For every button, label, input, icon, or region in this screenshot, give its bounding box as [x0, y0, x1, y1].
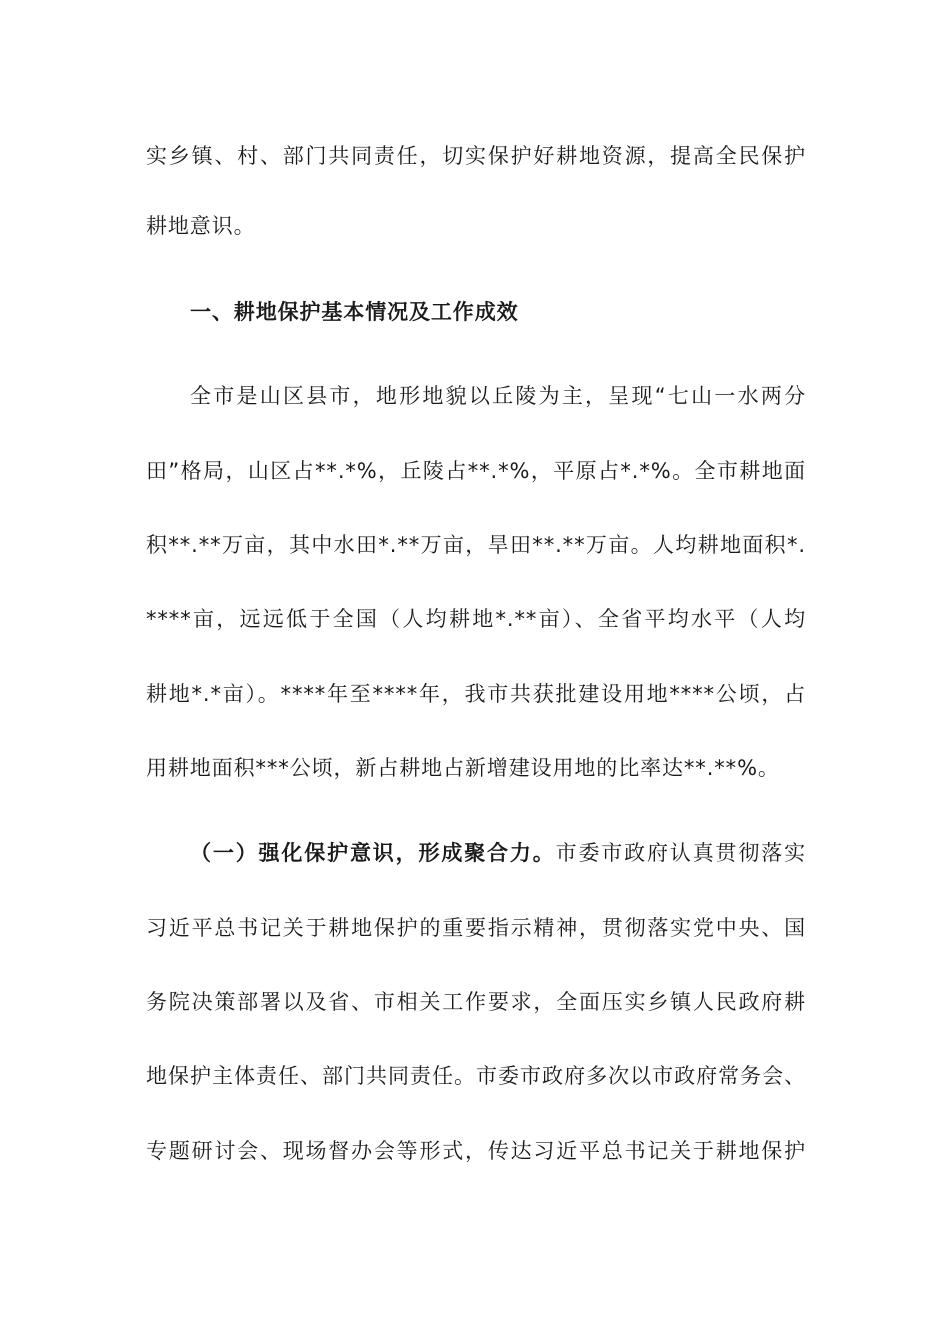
paragraph-line — [190, 833, 806, 873]
subsection-lead: （一）强化保护意识，形成聚合力。 — [190, 841, 556, 865]
paragraph-line: 耕地*.*亩）。****年至****年，我市共获批建设用地****公顷，占 — [146, 682, 806, 706]
paragraph-line: 耕地意识。 — [146, 214, 256, 238]
paragraph-line: 实乡镇、村、部门共同责任，切实保护好耕地资源，提高全民保护 — [146, 144, 806, 168]
paragraph-line: 田”格局，山区占**.*%，丘陵占**.*%，平原占*.*%。全市耕地面 — [146, 459, 806, 483]
section-heading: 一、耕地保护基本情况及工作成效 — [190, 300, 519, 324]
paragraph-line: ****亩，远远低于全国（人均耕地*.**亩）、全省平均水平（人均 — [146, 607, 806, 631]
paragraph-line: 地保护主体责任、部门共同责任。市委市政府多次以市政府常务会、 — [146, 1064, 806, 1088]
paragraph-line: 务院决策部署以及省、市相关工作要求，全面压实乡镇人民政府耕 — [146, 990, 806, 1014]
paragraph-line: 全市是山区县市，地形地貌以丘陵为主，呈现“七山一水两分 — [190, 384, 806, 408]
paragraph-line: 专题研讨会、现场督办会等形式，传达习近平总书记关于耕地保护 — [146, 1139, 806, 1163]
paragraph-line: 习近平总书记关于耕地保护的重要指示精神，贯彻落实党中央、国 — [146, 916, 806, 940]
paragraph-line: 用耕地面积***公顷，新占耕地占新增建设用地的比率达**.**%。 — [146, 756, 780, 780]
paragraph-line: 积**.**万亩，其中水田*.**万亩，旱田**.**万亩。人均耕地面积*. — [146, 533, 806, 557]
paragraph-text: 市委市政府认真贯彻落实 — [555, 841, 806, 865]
